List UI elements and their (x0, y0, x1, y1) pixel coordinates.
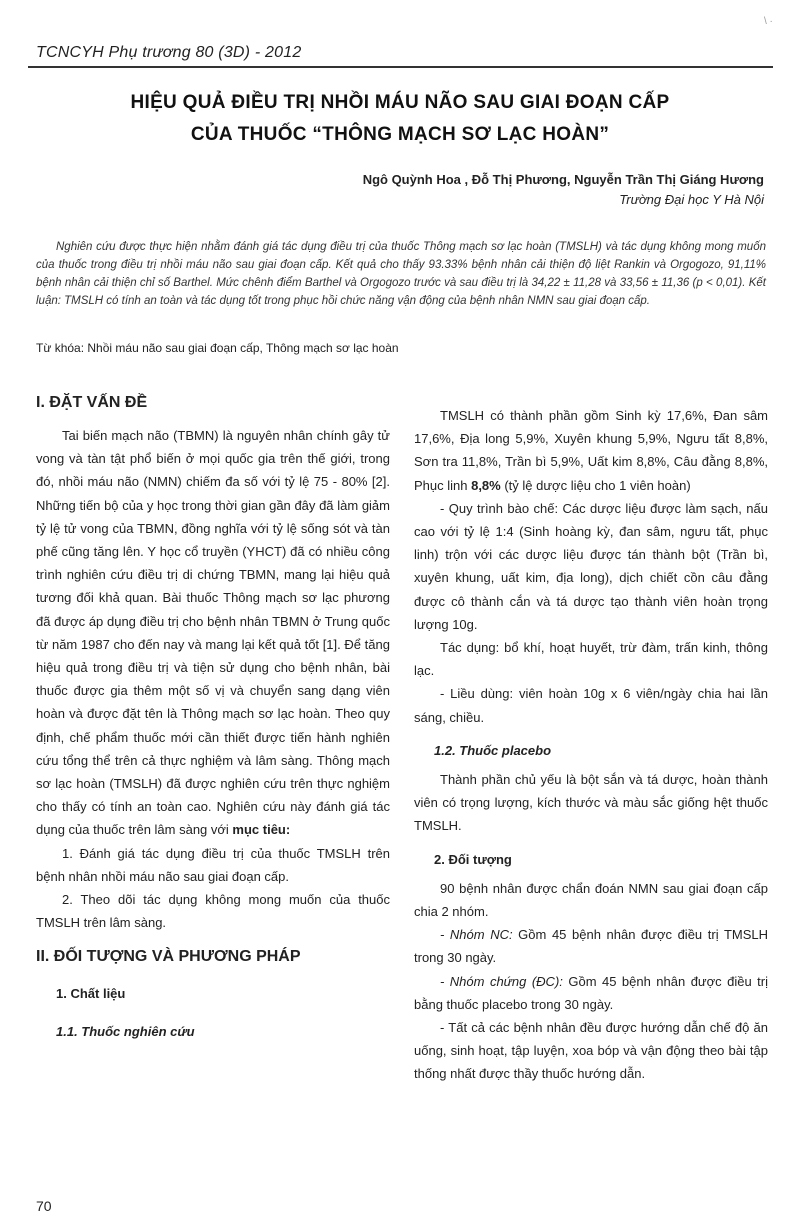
drug-dosage: - Liều dùng: viên hoàn 10g x 6 viên/ngày chia hai lần sáng, chiều. (414, 686, 768, 725)
page-number: 70 (36, 1198, 52, 1214)
objective-2: 2. Theo dõi tác dụng không mong muốn của thuốc TMSLH trên lâm sàng. (36, 892, 390, 931)
all-patients-note: - Tất cả các bệnh nhân đều được hướng dẫn chế độ ăn uống, sinh hoạt, tập luyện, xoa bóp và vận động theo bài tập thống nhất được thầy thuốc hướng dẫn. (414, 1020, 768, 1082)
running-head: TCNCYH Phụ trương 80 (3D) - 2012 (36, 44, 302, 61)
composition-tail: (tỷ lệ dược liệu cho 1 viên hoàn) (500, 477, 691, 493)
article-title-line-1: HIỆU QUẢ ĐIỀU TRỊ NHỒI MÁU NÃO SAU GIAI ĐOẠN CẤP (130, 92, 670, 113)
subsection-heading-placebo: 1.2. Thuốc placebo (434, 742, 552, 758)
preparation-process: - Quy trình bào chế: Các dược liệu được làm sạch, nấu cao với tỷ lệ 1:4 (Sinh hoàng kỳ, đan sâm, ngưu tất, phục linh) trộn với các dược liệu được tán thành bột (Trần bì, xuyên khung, uất kim, địa long), dịch chiết cồn câu đằng được cô thành cắn và tá dược tạo thành viên hoàn trọng lượng 10g. (414, 500, 768, 632)
header-rule (28, 66, 773, 68)
author-list: Ngô Quỳnh Hoa , Đỗ Thị Phương, Nguyễn Trần Thị Giáng Hương (362, 172, 764, 187)
group-dc-label: - Nhóm chứng (ĐC): (440, 973, 563, 989)
introduction-paragraph (36, 424, 390, 842)
affiliation: Trường Đại học Y Hà Nội (619, 192, 764, 207)
corner-mark: \ · (764, 16, 773, 27)
drug-effect: Tác dụng: bổ khí, hoạt huyết, trừ đàm, trấn kinh, thông lạc. (414, 640, 768, 679)
left-column (36, 392, 390, 1049)
composition-bold-value: 8,8% (471, 477, 501, 493)
group-nc (414, 923, 768, 969)
group-dc-text: Gồm 45 bệnh nhân được điều trị bằng thuốc placebo trong 30 ngày. (414, 973, 768, 1012)
subjects-description: 90 bệnh nhân được chẩn đoán NMN sau giai đoạn cấp chia 2 nhóm. (414, 880, 768, 920)
objective-1: 1. Đánh giá tác dụng điều trị của thuốc TMSLH trên bệnh nhân nhồi máu não sau giai đoạn cấp. (36, 845, 390, 884)
group-nc-text: Gồm 45 bệnh nhân được điều trị TMSLH trong 30 ngày. (414, 927, 768, 966)
right-column (414, 404, 768, 1086)
objective-label: mục tiêu: (232, 822, 291, 838)
abstract: Nghiên cứu được thực hiện nhằm đánh giá tác dụng điều trị của thuốc Thông mạch sơ lạc hoàn (TMSLH) và tác dụng không mong muốn của thuốc trong điều trị nhồi máu não sau giai đoạn cấp. Kết quả cho thấy 93.33% bệnh nhân cải thiện độ liệt Rankin và Orgogozo, 91,11% bệnh nhân cải thiện chỉ số Barthel. Mức chênh điểm Barthel và Orgogozo trước và sau điều trị là 34,22 ± 11,28 và 33,56 ± 11,36 (p < 0,01). Kết luận: TMSLH có tính an toàn và tác dụng tốt trong phục hồi chức năng vận động của bệnh nhân NMN sau giai đoạn cấp. (36, 240, 766, 307)
section-heading-introduction: I. ĐẶT VẤN ĐỀ (36, 394, 148, 411)
keywords: Từ khóa: Nhồi máu não sau giai đoạn cấp, Thông mạch sơ lạc hoàn (36, 341, 399, 355)
introduction-text: Tai biến mạch não (TBMN) là nguyên nhân chính gây tử vong và tàn tật phổ biến ở mọi quốc gia trên thế giới, trong đó, nhồi máu não (NMN) chiếm đa số với tỷ lệ 75 - 80% [2]. Những tiến bộ của y học trong thời gian gần đây đã làm giảm tỷ lệ tử vong của TBMN, đồng nghĩa với tỷ lệ sống sót và tàn phế cũng tăng lên. Y học cổ truyền (YHCT) đã có nhiều công trình nghiên cứu điều trị di chứng TBMN, mang lại hiệu quả tương đối khả quan. Bài thuốc Thông mạch sơ lạc phương đã được áp dụng điều trị cho bệnh nhân TBMN ở Trung quốc từ năm 1987 cho đến nay và mang lại kết quả tốt [1]. Để tăng hiệu quả trong điều trị và tiện sử dụng cho bệnh nhân, bài thuốc được gia thêm một số vị và chuyển sang dạng viên hoàn và được đặt tên là Thông mạch sơ lạc hoàn. Theo quy định, chế phẩm thuốc mới cần thiết được tiến hành nghiên cứu tổng thể trên cả thực nghiệm và lâm sàng. Thông mạch sơ lạc hoàn (TMSLH) đã được nghiên cứu trên thực nghiệm cho thấy có tính an toàn cao. Nghiên cứu này đánh giá tác dụng của thuốc trên lâm sàng với (36, 428, 390, 838)
composition-text: TMSLH có thành phần gồm Sinh kỳ 17,6%, Đan sâm 17,6%, Địa long 5,9%, Xuyên khung 5,9%, Ngưu tất 8,8%, Sơn tra 11,8%, Trần bì 5,9%, Uất kim 8,8%, Câu đằng 8,8%, Phục linh (414, 408, 768, 493)
drug-composition (414, 404, 768, 497)
placebo-description: Thành phần chủ yếu là bột sắn và tá dược, hoàn thành viên có trọng lượng, kích thước và màu sắc giống hệt thuốc TMSLH. (414, 772, 768, 834)
group-dc (414, 970, 768, 1016)
subsection-heading-study-drug: 1.1. Thuốc nghiên cứu (56, 1023, 195, 1039)
subsection-heading-subjects: 2. Đối tượng (434, 851, 512, 867)
group-nc-label: - Nhóm NC: (440, 927, 513, 943)
section-heading-methods: II. ĐỐI TƯỢNG VÀ PHƯƠNG PHÁP (36, 948, 301, 966)
article-title-line-2: CỦA THUỐC “THÔNG MẠCH SƠ LẠC HOÀN” (190, 124, 610, 145)
subsection-heading-materials: 1. Chất liệu (56, 986, 126, 1002)
